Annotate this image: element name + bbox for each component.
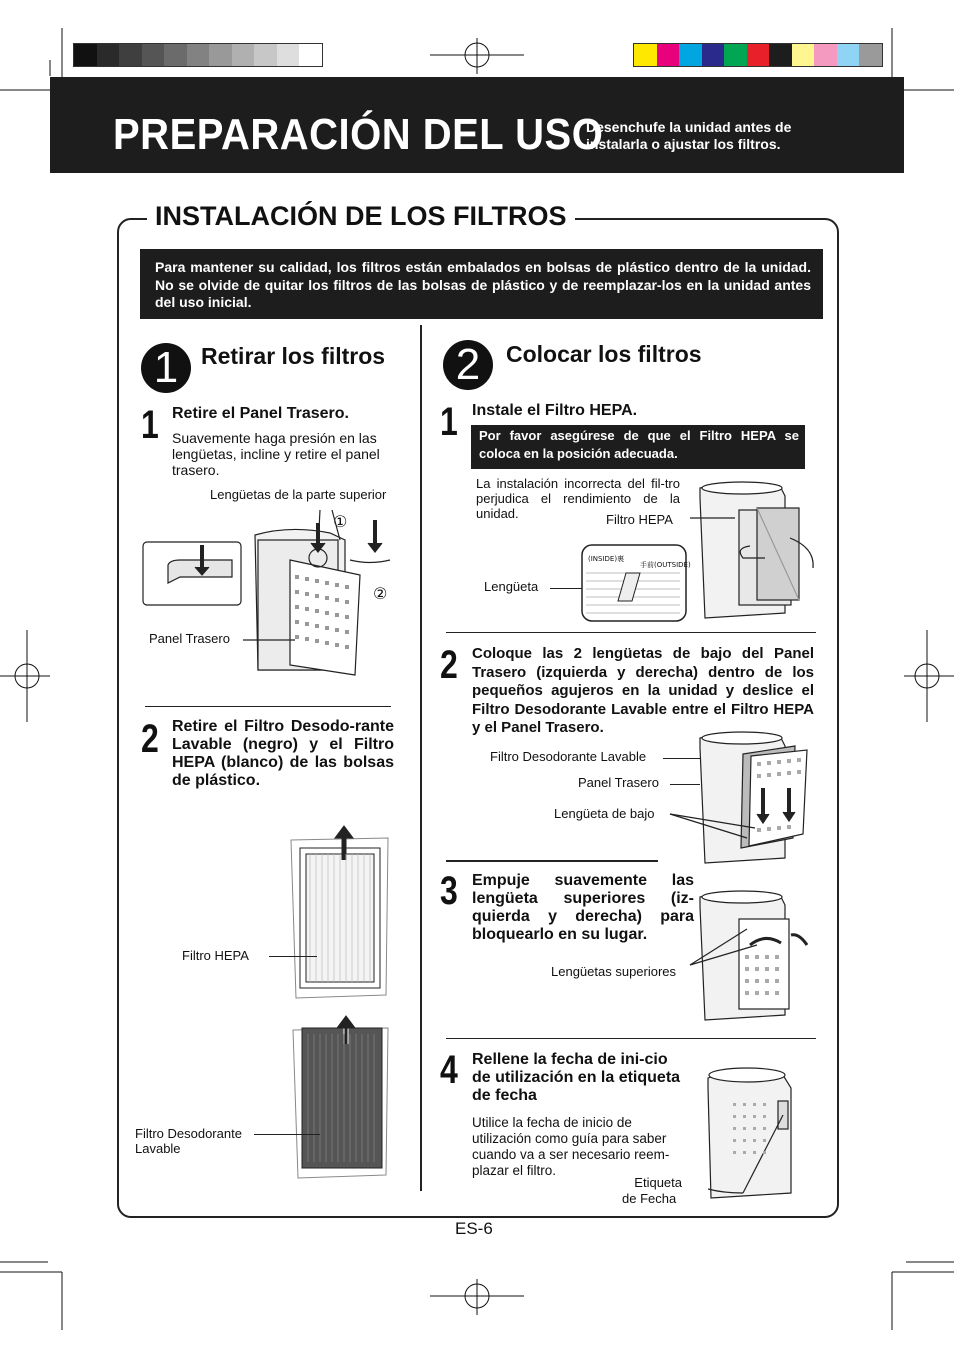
label-date: [629, 1174, 682, 1191]
step-number: 4: [440, 1048, 458, 1092]
leader-line: [269, 956, 317, 957]
marker-2: ②: [373, 584, 388, 603]
big-number-2: 2: [443, 340, 493, 390]
step-number: 2: [141, 717, 159, 761]
gray-swatch: [74, 44, 97, 66]
step-divider: [446, 1038, 816, 1039]
color-swatch: [634, 44, 657, 66]
label-top-tabs: Lengüetas de la parte superior: [210, 487, 387, 502]
label-bottom-tab: Lengüeta de bajo: [554, 806, 655, 821]
color-swatch: [814, 44, 837, 66]
gray-swatch: [142, 44, 165, 66]
deodorant-filter-illustration: [290, 1020, 400, 1185]
marker-1: ①: [333, 512, 348, 531]
intro-note: Para mantener su calidad, los filtros están embalados en bolsas de plástico dentro de la unidad. No se olvide de quitar los filtros de las bolsas de plástico y de reemplazar-los en la unidad antes del uso inicial.: [140, 249, 823, 319]
label-panel: Panel Trasero: [578, 775, 659, 790]
label-deodorant-line2: Lavable: [135, 1141, 181, 1156]
label-deodorant: [135, 1126, 242, 1156]
label-hepa: Filtro HEPA: [182, 948, 249, 963]
step-number: 1: [440, 400, 458, 444]
step-number: 2: [440, 643, 458, 687]
hepa-filter-illustration: [288, 830, 398, 1000]
remove-filters-title: Retirar los filtros: [201, 343, 386, 369]
page-number: ES-6: [455, 1219, 493, 1238]
unplug-note: Desenchufe la unidad antes de instalarla o ajustar los filtros.: [586, 119, 792, 152]
gray-swatch: [187, 44, 210, 66]
gray-swatch: [299, 44, 322, 66]
column-divider: [420, 325, 422, 1191]
gray-swatch: [97, 44, 120, 66]
color-bar: [633, 43, 883, 67]
gray-swatch: [232, 44, 255, 66]
hepa-warning: Por favor asegúrese de que el Filtro HEPA se coloca en la posición adecuada.: [471, 425, 805, 469]
label-top-tabs: Lengüetas superiores: [551, 964, 677, 979]
leader-line: [254, 1134, 320, 1135]
color-swatch: [679, 44, 702, 66]
label-date-line2: de Fecha: [622, 1191, 677, 1206]
remove-panel-illustration: [140, 505, 400, 685]
color-swatch: [769, 44, 792, 66]
step-number: 1: [141, 403, 159, 447]
step-number: 3: [440, 869, 458, 913]
gray-swatch: [277, 44, 300, 66]
header-banner: [50, 77, 904, 173]
step-text: Suavemente haga presión en las lengüetas, incline y retire el panel trasero.: [172, 430, 380, 478]
label-deodorant-line1: Filtro Desodorante: [135, 1126, 242, 1141]
color-swatch: [702, 44, 725, 66]
label-deodorant: Filtro Desodorante Lavable: [490, 749, 647, 764]
color-swatch: [724, 44, 747, 66]
tab-closeup-illustration: [580, 543, 690, 623]
unit-lock-illustration: [695, 885, 815, 1025]
step-heading: Rellene la fecha de ini-cio de utilización en la etiqueta de fecha: [472, 1051, 681, 1104]
section-title: INSTALACIÓN DE LOS FILTROS: [147, 201, 575, 232]
gray-swatch: [254, 44, 277, 66]
step-divider: [446, 860, 658, 862]
label-tab: Lengüeta: [484, 579, 539, 594]
gray-swatch: [119, 44, 142, 66]
label-hepa: Filtro HEPA: [606, 512, 673, 527]
unit-panel-illustration: [695, 728, 815, 868]
outside-label: 手前(OUTSIDE): [640, 561, 691, 569]
page-title: PREPARACIÓN DEL USO: [113, 111, 604, 159]
step-text: Utilice la fecha de inicio de utilización como guía para saber cuando va a ser necesario reem-plazar el filtro.: [472, 1115, 670, 1178]
color-swatch: [747, 44, 770, 66]
step-divider: [446, 632, 816, 633]
grayscale-bar: [73, 43, 323, 67]
inside-label: (INSIDE)裏: [588, 555, 625, 563]
color-swatch: [657, 44, 680, 66]
install-filters-title: Colocar los filtros: [506, 341, 702, 367]
unit-date-label-illustration: [703, 1063, 798, 1203]
color-swatch: [859, 44, 882, 66]
label-back-panel: Panel Trasero: [149, 631, 230, 646]
step-heading: Empuje suavemente las lengüeta superiores (iz-quierda y derecha) para bloquearlo en su lugar.: [472, 872, 694, 943]
big-number-1: 1: [141, 343, 191, 393]
step-divider: [145, 706, 391, 707]
step-heading: Retire el Panel Trasero.: [172, 405, 349, 422]
step-heading: Instale el Filtro HEPA.: [472, 402, 638, 419]
gray-swatch: [164, 44, 187, 66]
step-heading: Coloque las 2 lengüetas de bajo del Panel Trasero (izquierda y derecha) dentro de los pequeños agujeros en la unidad y deslice el Filtro Desodorante Lavable entre el Filtro HEPA y el Panel Trasero.: [472, 645, 814, 736]
unit-hepa-illustration: [695, 478, 815, 623]
label-date-line1: Etiqueta: [634, 1175, 682, 1190]
color-swatch: [792, 44, 815, 66]
gray-swatch: [209, 44, 232, 66]
step-heading: Retire el Filtro Desodo-rante Lavable (negro) y el Filtro HEPA (blanco) de las bolsas de plástico.: [172, 718, 394, 789]
step-text: La instalación incorrecta del fil-tro perjudica el rendimiento de la unidad.: [476, 476, 680, 521]
color-swatch: [837, 44, 860, 66]
